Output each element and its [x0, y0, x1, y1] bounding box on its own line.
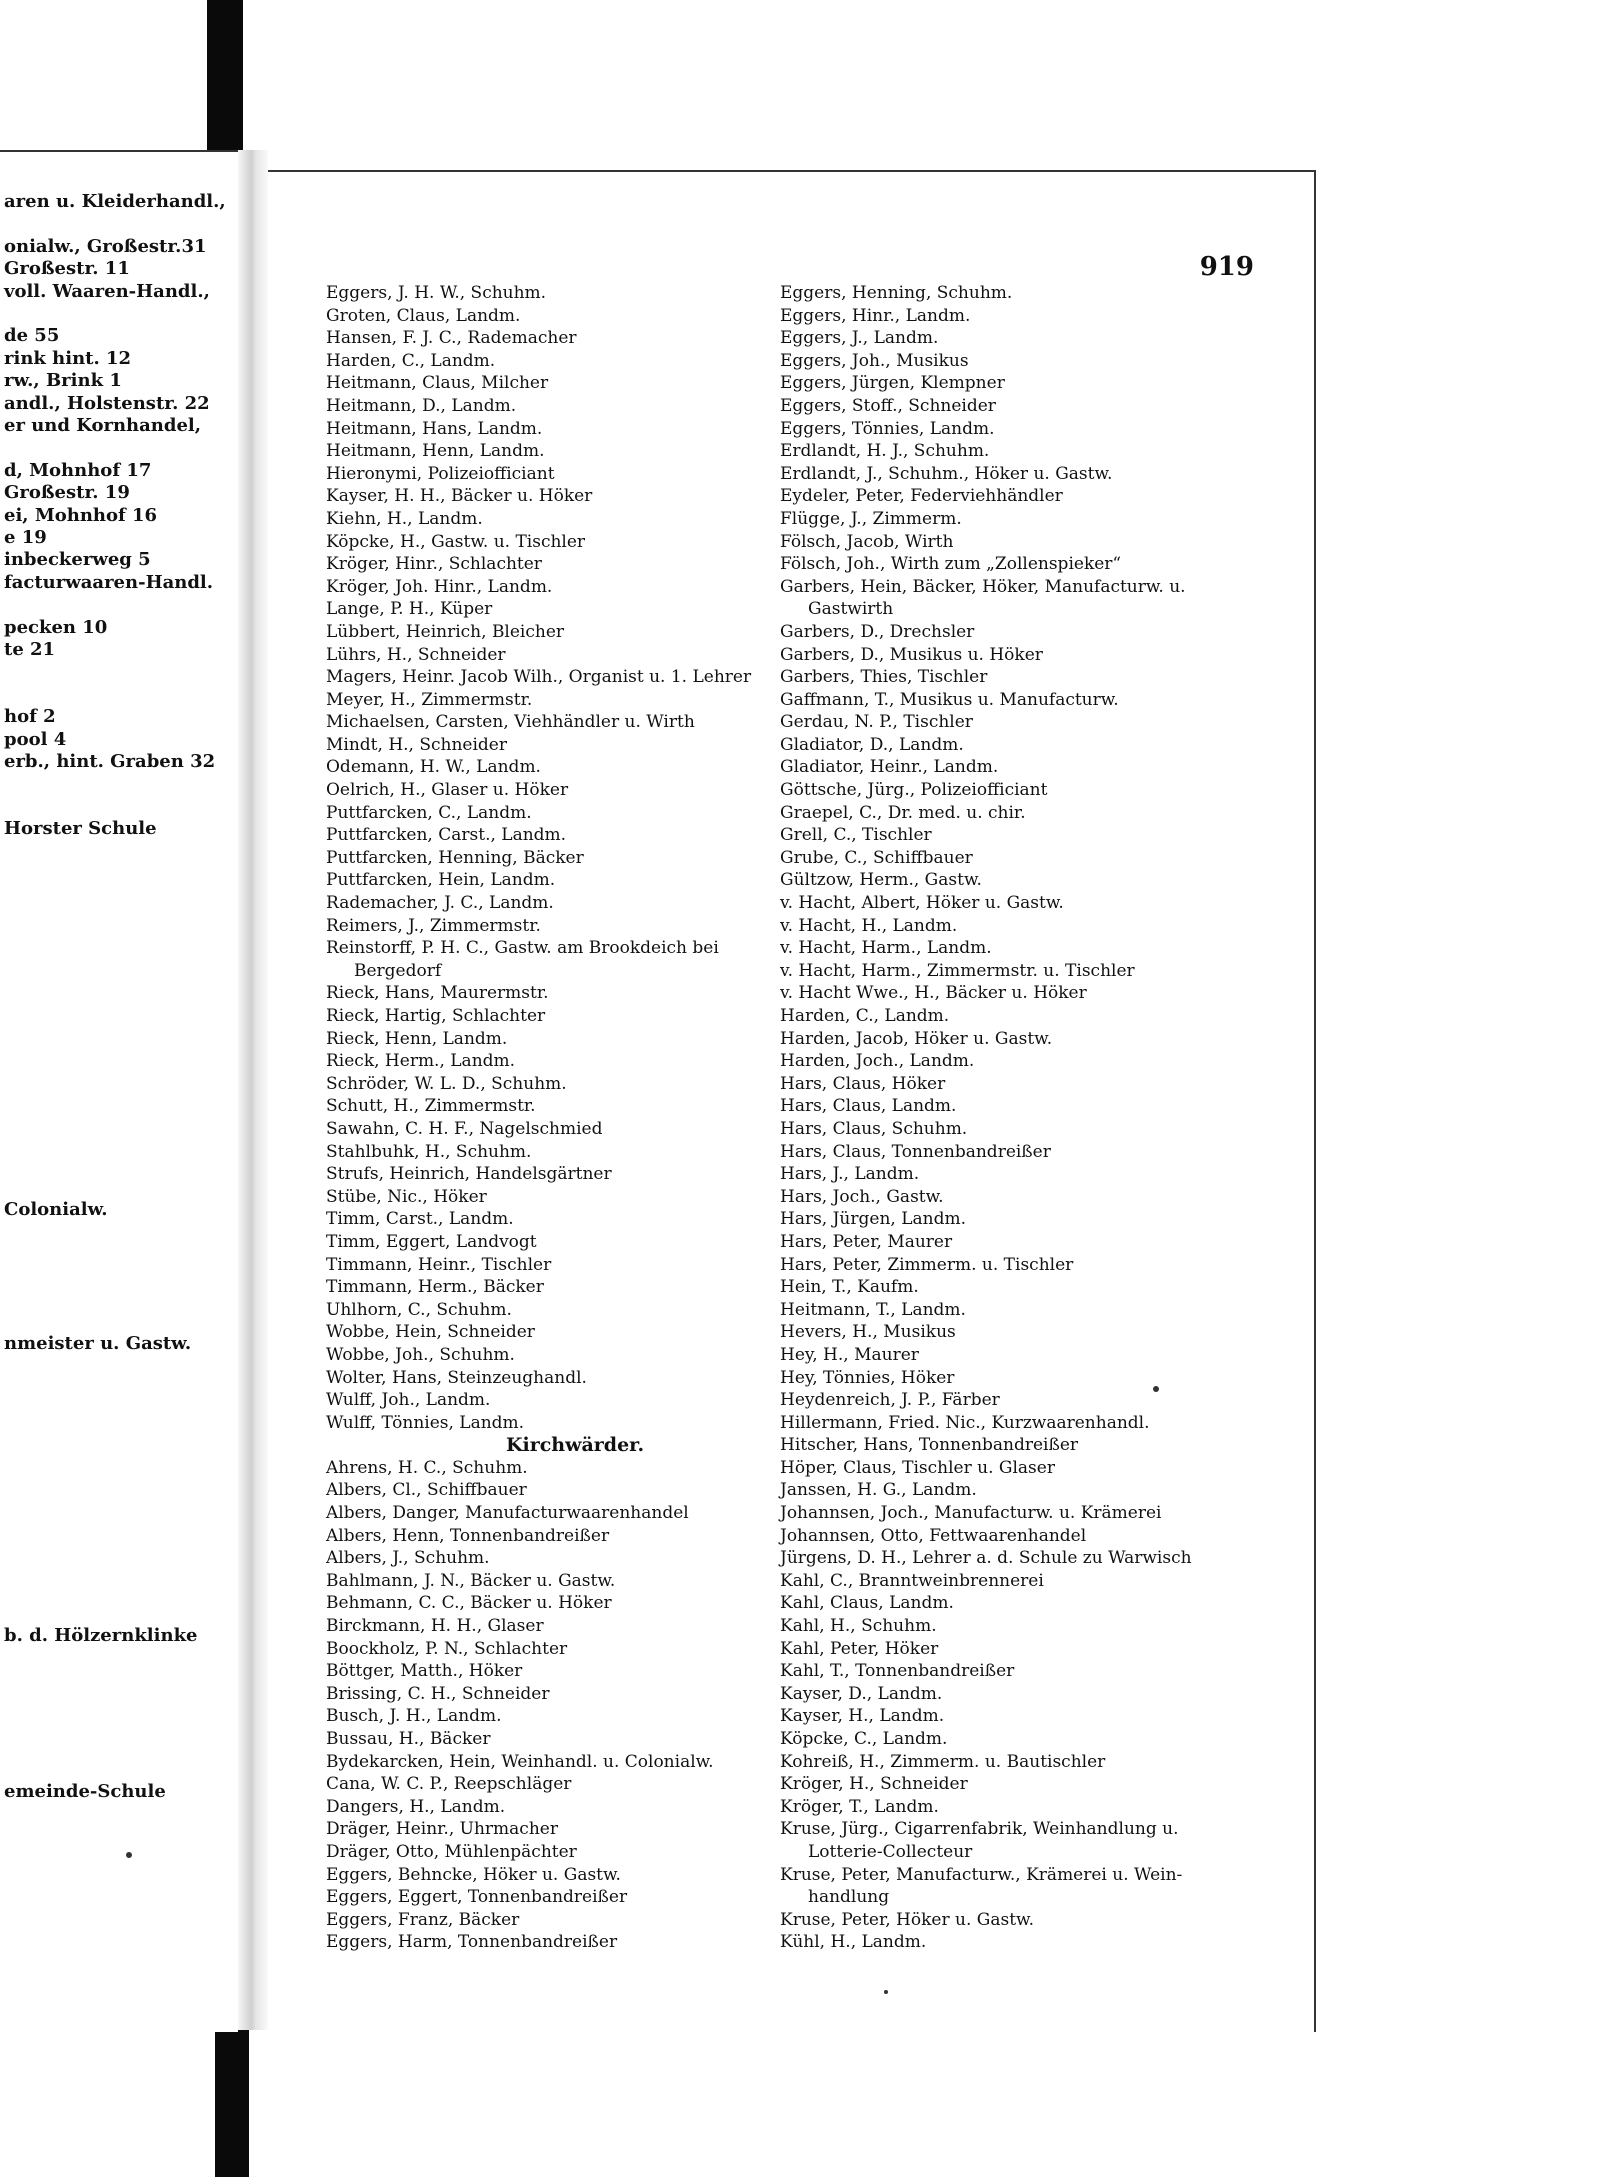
- directory-entry: Timm, Eggert, Landvogt: [326, 1231, 537, 1252]
- left-page-fragment: inbeckerweg 5: [4, 549, 151, 571]
- directory-entry: Kahl, H., Schuhm.: [780, 1616, 937, 1637]
- directory-entry: Ahrens, H. C., Schuhm.: [326, 1457, 528, 1478]
- left-page-fragment: rw., Brink 1: [4, 370, 122, 392]
- directory-entry: Magers, Heinr. Jacob Wilh., Organist u. 1. Lehrer: [326, 667, 752, 688]
- directory-entry: Hars, Claus, Schuhm.: [780, 1118, 968, 1139]
- directory-entry: Kahl, T., Tonnenbandreißer: [780, 1661, 1015, 1682]
- left-page-fragment: Horster Schule: [4, 818, 157, 840]
- left-page-fragment: andl., Holstenstr. 22: [4, 392, 210, 414]
- directory-entry: Michaelsen, Carsten, Viehhändler u. Wirth: [326, 712, 695, 733]
- entry-continuation: Bergedorf: [354, 960, 442, 981]
- directory-entry: Eggers, Henning, Schuhm.: [780, 283, 1013, 303]
- directory-entry: Harden, C., Landm.: [780, 1006, 950, 1026]
- directory-entry: Heitmann, T., Landm.: [780, 1299, 966, 1320]
- directory-entry: Kahl, Peter, Höker: [780, 1638, 939, 1659]
- section-heading: Kirchwärder.: [506, 1434, 645, 1457]
- directory-entry: Höper, Claus, Tischler u. Glaser: [780, 1457, 1055, 1478]
- left-page-fragment: b. d. Hölzernklinke: [4, 1624, 198, 1646]
- left-page-fragment: Großestr. 11: [4, 258, 130, 280]
- left-page-fragment: rink hint. 12: [4, 347, 132, 369]
- directory-entry: Hitscher, Hans, Tonnenbandreißer: [780, 1435, 1079, 1456]
- directory-entry: Dräger, Otto, Mühlenpächter: [326, 1841, 577, 1862]
- directory-entry: Rieck, Hartig, Schlachter: [326, 1006, 546, 1026]
- print-speck: [884, 1990, 888, 1994]
- directory-entry: Albers, Henn, Tonnenbandreißer: [326, 1525, 610, 1546]
- directory-entry: Dräger, Heinr., Uhrmacher: [326, 1819, 558, 1840]
- directory-entry: Harden, Jacob, Höker u. Gastw.: [780, 1028, 1053, 1049]
- left-page-fragment: Colonialw.: [4, 1199, 108, 1220]
- directory-entry: Reinstorff, P. H. C., Gastw. am Brookdeich bei: [326, 938, 719, 959]
- directory-entry: Schröder, W. L. D., Schuhm.: [326, 1073, 567, 1094]
- directory-entry: Johannsen, Joch., Manufacturw. u. Krämerei: [780, 1503, 1162, 1524]
- directory-entry: Gültzow, Herm., Gastw.: [780, 870, 982, 891]
- print-speck: [126, 1852, 132, 1858]
- directory-entry: Göttsche, Jürg., Polizeiofficiant: [780, 780, 1048, 801]
- directory-entry: Reimers, J., Zimmermstr.: [326, 915, 541, 936]
- directory-entry: Hansen, F. J. C., Rademacher: [326, 328, 577, 349]
- book-binding-bottom: [215, 2010, 249, 2177]
- directory-entry: Oelrich, H., Glaser u. Höker: [326, 780, 569, 801]
- directory-entry: Fölsch, Joh., Wirth zum „Zollenspieker“: [780, 554, 1122, 575]
- directory-column-2: [780, 282, 1320, 1954]
- left-page-fragment: e 19: [4, 527, 47, 548]
- directory-entry: Hars, Claus, Tonnenbandreißer: [780, 1141, 1051, 1162]
- directory-entry: Cana, W. C. P., Reepschläger: [326, 1774, 572, 1795]
- directory-entry: v. Hacht, Harm., Landm.: [780, 938, 992, 959]
- directory-entry: Stahlbuhk, H., Schuhm.: [326, 1141, 532, 1162]
- left-page-fragment: voll. Waaren-Handl.,: [4, 280, 210, 302]
- directory-entry: Behmann, C. C., Bäcker u. Höker: [326, 1593, 612, 1614]
- left-page: [0, 150, 238, 2032]
- directory-entry: Garbers, Thies, Tischler: [780, 667, 988, 688]
- directory-entry: Bahlmann, J. N., Bäcker u. Gastw.: [326, 1570, 616, 1591]
- directory-entry: Köpcke, C., Landm.: [780, 1729, 948, 1749]
- directory-entry: Meyer, H., Zimmermstr.: [326, 689, 533, 710]
- directory-entry: Erdlandt, H. J., Schuhm.: [780, 441, 990, 462]
- directory-entry: Timmann, Heinr., Tischler: [326, 1254, 552, 1275]
- directory-entry: Kahl, Claus, Landm.: [780, 1593, 954, 1614]
- directory-entry: Uhlhorn, C., Schuhm.: [326, 1299, 512, 1320]
- directory-entry: Eggers, Joh., Musikus: [780, 350, 969, 371]
- directory-entry: Köpcke, H., Gastw. u. Tischler: [326, 531, 586, 552]
- directory-entry: Wulff, Tönnies, Landm.: [326, 1412, 525, 1433]
- directory-entry: Kruse, Jürg., Cigarrenfabrik, Weinhandlung u.: [780, 1819, 1179, 1840]
- left-page-fragment: ei, Mohnhof 16: [4, 504, 158, 526]
- directory-entry: Grube, C., Schiffbauer: [780, 847, 973, 868]
- entry-continuation: Lotterie-Collecteur: [808, 1841, 973, 1862]
- directory-entry: Eggers, J., Landm.: [780, 328, 939, 349]
- left-page-fragment: pool 4: [4, 728, 67, 750]
- directory-entry: Grell, C., Tischler: [780, 825, 932, 846]
- directory-entry: Kruse, Peter, Manufacturw., Krämerei u. Wein-: [780, 1864, 1183, 1885]
- directory-entry: Albers, J., Schuhm.: [326, 1548, 490, 1569]
- left-page-fragment: onialw., Großestr.31: [4, 235, 207, 257]
- directory-entry: Heitmann, Henn, Landm.: [326, 441, 545, 462]
- directory-entry: v. Hacht, Harm., Zimmermstr. u. Tischler: [780, 960, 1135, 981]
- directory-entry: Erdlandt, J., Schuhm., Höker u. Gastw.: [780, 463, 1113, 484]
- directory-entry: Garbers, D., Drechsler: [780, 621, 975, 642]
- directory-entry: Gerdau, N. P., Tischler: [780, 712, 973, 733]
- directory-entry: Eggers, Behncke, Höker u. Gastw.: [326, 1864, 621, 1885]
- directory-entry: Busch, J. H., Landm.: [326, 1706, 502, 1727]
- left-page-fragment: d, Mohnhof 17: [4, 459, 152, 481]
- directory-entry: Kröger, Hinr., Schlachter: [326, 554, 542, 575]
- directory-entry: Heitmann, Claus, Milcher: [326, 373, 549, 394]
- directory-entry: Hillermann, Fried. Nic., Kurzwaarenhandl.: [780, 1412, 1150, 1433]
- directory-entry: Puttfarcken, C., Landm.: [326, 802, 532, 823]
- directory-entry: Heitmann, D., Landm.: [326, 395, 517, 416]
- right-page: [268, 170, 1316, 2032]
- directory-entry: Albers, Cl., Schiffbauer: [326, 1480, 527, 1501]
- directory-entry: Wobbe, Joh., Schuhm.: [326, 1344, 515, 1365]
- directory-entry: Boockholz, P. N., Schlachter: [326, 1638, 568, 1659]
- directory-entry: Bussau, H., Bäcker: [326, 1729, 491, 1749]
- directory-entry: Dangers, H., Landm.: [326, 1796, 506, 1817]
- directory-entry: Johannsen, Otto, Fettwaarenhandel: [780, 1525, 1087, 1546]
- directory-entry: Eggers, Eggert, Tonnenbandreißer: [326, 1887, 628, 1908]
- directory-entry: Timmann, Herm., Bäcker: [326, 1277, 544, 1298]
- directory-entry: Fölsch, Jacob, Wirth: [780, 531, 954, 552]
- directory-entry: Sawahn, C. H. F., Nagelschmied: [326, 1118, 603, 1139]
- left-page-fragment: Großestr. 19: [4, 482, 130, 504]
- directory-entry: Kayser, D., Landm.: [780, 1683, 943, 1704]
- directory-entry: Gladiator, Heinr., Landm.: [780, 757, 999, 778]
- directory-entry: Graepel, C., Dr. med. u. chir.: [780, 802, 1026, 823]
- directory-entry: Harden, C., Landm.: [326, 350, 496, 371]
- directory-entry: Flügge, J., Zimmerm.: [780, 508, 962, 529]
- directory-entry: Hevers, H., Musikus: [780, 1322, 956, 1343]
- directory-entry: v. Hacht, Albert, Höker u. Gastw.: [780, 893, 1064, 914]
- left-page-fragment: hof 2: [4, 706, 56, 728]
- directory-entry: Timm, Carst., Landm.: [326, 1209, 514, 1230]
- directory-entry: Eggers, Harm, Tonnenbandreißer: [326, 1932, 618, 1953]
- left-page-fragment: nmeister u. Gastw.: [4, 1333, 192, 1355]
- directory-entry: Harden, Joch., Landm.: [780, 1051, 975, 1072]
- print-speck: [1153, 1386, 1159, 1392]
- directory-entry: Kiehn, H., Landm.: [326, 508, 483, 529]
- directory-column-1: [326, 282, 846, 1954]
- directory-entry: Brissing, C. H., Schneider: [326, 1683, 550, 1704]
- directory-entry: Puttfarcken, Carst., Landm.: [326, 825, 567, 846]
- directory-entry: Rademacher, J. C., Landm.: [326, 893, 554, 914]
- directory-entry: Rieck, Hans, Maurermstr.: [326, 983, 549, 1004]
- directory-entry: Kayser, H., Landm.: [780, 1706, 945, 1727]
- left-page-fragment: pecken 10: [4, 616, 108, 638]
- directory-entry: Hars, Peter, Zimmerm. u. Tischler: [780, 1254, 1074, 1275]
- directory-entry: Hey, H., Maurer: [780, 1344, 919, 1365]
- directory-entry: Eggers, Franz, Bäcker: [326, 1909, 520, 1930]
- directory-entry: Kohreiß, H., Zimmerm. u. Bautischler: [780, 1751, 1106, 1772]
- left-page-fragment: de 55: [4, 325, 60, 347]
- directory-entry: Gaffmann, T., Musikus u. Manufacturw.: [780, 689, 1119, 710]
- directory-entry: Kröger, Joh. Hinr., Landm.: [326, 576, 553, 597]
- directory-entry: Strufs, Heinrich, Handelsgärtner: [326, 1164, 612, 1185]
- directory-entry: Kayser, H. H., Bäcker u. Höker: [326, 486, 593, 507]
- directory-entry: Wulff, Joh., Landm.: [326, 1390, 491, 1411]
- entry-continuation: handlung: [808, 1887, 890, 1908]
- directory-entry: Hars, Jürgen, Landm.: [780, 1209, 966, 1230]
- directory-entry: Lange, P. H., Küper: [326, 599, 493, 620]
- directory-entry: Wobbe, Hein, Schneider: [326, 1322, 535, 1343]
- directory-entry: Wolter, Hans, Steinzeughandl.: [326, 1367, 587, 1388]
- page-number: 919: [1199, 252, 1254, 282]
- directory-entry: Eggers, Jürgen, Klempner: [780, 373, 1005, 394]
- left-page-fragment: erb., hint. Graben 32: [4, 751, 216, 772]
- directory-entry: Kröger, H., Schneider: [780, 1774, 968, 1795]
- directory-entry: Rieck, Henn, Landm.: [326, 1028, 508, 1049]
- directory-entry: Hars, Peter, Maurer: [780, 1231, 953, 1252]
- left-page-fragment: te 21: [4, 639, 56, 660]
- entry-continuation: Gastwirth: [808, 599, 894, 620]
- directory-entry: Jürgens, D. H., Lehrer a. d. Schule zu Warwisch: [780, 1548, 1192, 1569]
- directory-entry: Hars, Claus, Höker: [780, 1073, 946, 1094]
- directory-entry: Eggers, Tönnies, Landm.: [780, 418, 995, 439]
- directory-entry: Heydenreich, J. P., Färber: [780, 1390, 1000, 1411]
- directory-entry: Garbers, Hein, Bäcker, Höker, Manufacturw. u.: [780, 576, 1186, 597]
- directory-entry: v. Hacht Wwe., H., Bäcker u. Höker: [780, 983, 1087, 1004]
- directory-entry: Puttfarcken, Hein, Landm.: [326, 870, 556, 891]
- directory-entry: Eydeler, Peter, Federviehhändler: [780, 486, 1063, 507]
- directory-entry: Hars, Claus, Landm.: [780, 1096, 957, 1117]
- directory-entry: Kröger, T., Landm.: [780, 1796, 939, 1817]
- directory-entry: Eggers, Stoff., Schneider: [780, 395, 996, 416]
- directory-entry: Gladiator, D., Landm.: [780, 734, 964, 755]
- directory-entry: Mindt, H., Schneider: [326, 734, 507, 755]
- directory-entry: Puttfarcken, Henning, Bäcker: [326, 847, 584, 868]
- directory-entry: Garbers, D., Musikus u. Höker: [780, 644, 1043, 665]
- directory-entry: Kruse, Peter, Höker u. Gastw.: [780, 1909, 1034, 1930]
- left-page-fragment: er und Kornhandel,: [4, 415, 202, 436]
- left-page-fragment: emeinde-Schule: [4, 1781, 166, 1803]
- directory-entry: Birckmann, H. H., Glaser: [326, 1616, 544, 1637]
- directory-entry: Groten, Claus, Landm.: [326, 305, 521, 326]
- left-page-fragment: facturwaaren-Handl.: [4, 571, 214, 593]
- directory-entry: Eggers, Hinr., Landm.: [780, 305, 971, 326]
- directory-entry: v. Hacht, H., Landm.: [780, 915, 958, 936]
- directory-entry: Hars, Joch., Gastw.: [780, 1186, 944, 1207]
- directory-entry: Kahl, C., Branntweinbrennerei: [780, 1570, 1044, 1591]
- directory-entry: Hein, T., Kaufm.: [780, 1277, 919, 1298]
- directory-entry: Eggers, J. H. W., Schuhm.: [326, 283, 547, 303]
- directory-entry: Kühl, H., Landm.: [780, 1932, 927, 1953]
- directory-entry: Heitmann, Hans, Landm.: [326, 418, 543, 439]
- directory-entry: Böttger, Matth., Höker: [326, 1661, 523, 1682]
- book-binding-top: [207, 0, 243, 170]
- directory-entry: Lührs, H., Schneider: [326, 644, 506, 665]
- directory-entry: Hieronymi, Polizeiofficiant: [326, 463, 555, 484]
- directory-entry: Bydekarcken, Hein, Weinhandl. u. Colonialw.: [326, 1751, 714, 1772]
- directory-entry: Schutt, H., Zimmermstr.: [326, 1096, 536, 1117]
- directory-entry: Rieck, Herm., Landm.: [326, 1051, 516, 1072]
- directory-entry: Lübbert, Heinrich, Bleicher: [326, 621, 565, 642]
- directory-entry: Janssen, H. G., Landm.: [780, 1480, 977, 1501]
- directory-entry: Hars, J., Landm.: [780, 1164, 920, 1185]
- directory-entry: Odemann, H. W., Landm.: [326, 757, 541, 778]
- directory-entry: Hey, Tönnies, Höker: [780, 1367, 955, 1388]
- directory-entry: Albers, Danger, Manufacturwaarenhandel: [326, 1503, 689, 1524]
- book-gutter: [238, 150, 268, 2030]
- directory-entry: Stübe, Nic., Höker: [326, 1186, 487, 1207]
- left-page-fragment: aren u. Kleiderhandl.,: [4, 191, 226, 212]
